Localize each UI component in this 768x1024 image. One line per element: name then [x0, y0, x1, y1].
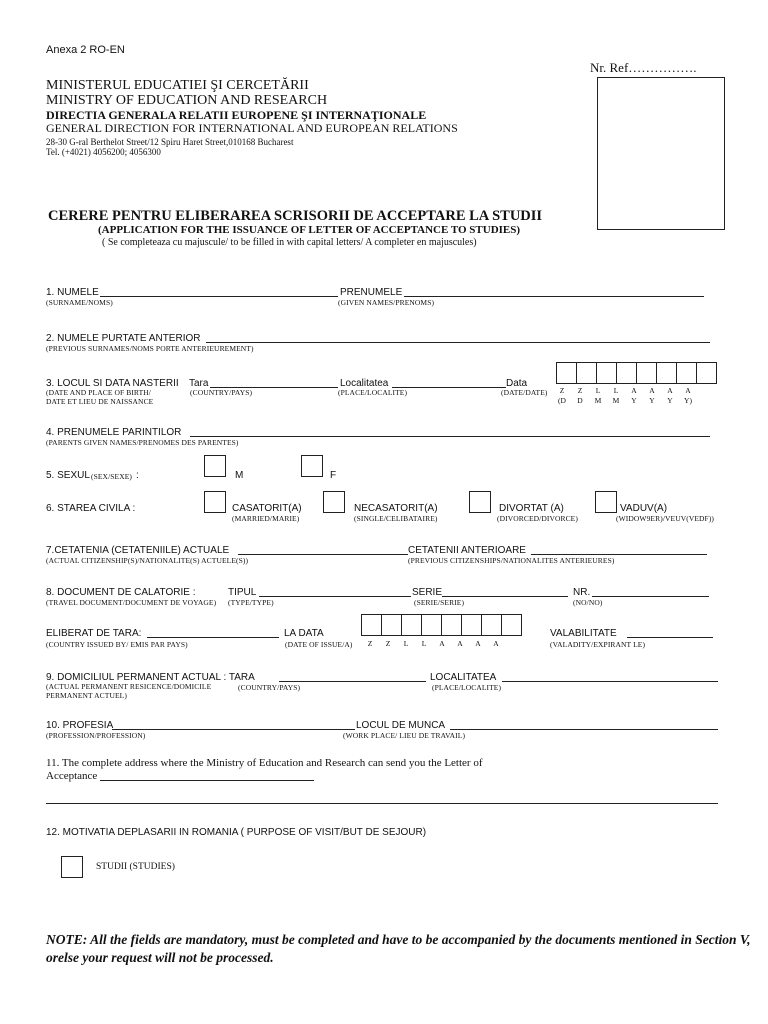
direction-ro: DIRECTIA GENERALA RELATII EUROPENE ŞI INTERNAŢIONALE — [46, 108, 427, 122]
sex-colon: : — [136, 470, 139, 481]
birth-date-format-en: (D D M M Y Y Y Y) — [558, 396, 692, 405]
previous-surnames-sublabel: (PREVIOUS SURNAMES/NOMS PORTE ANTERIEUREMENT) — [46, 344, 254, 353]
surname-label: 1. NUMELE — [46, 287, 99, 298]
issue-date-sublabel: (DATE OF ISSUE/A) — [285, 640, 353, 649]
sex-female-label: F — [330, 470, 337, 481]
address-field-line-2[interactable] — [46, 803, 718, 804]
residence-sublabel-1: (ACTUAL PERMANENT RESICENCE/DOMICILE — [46, 682, 212, 691]
doc-series-label: SERIE — [412, 587, 443, 598]
photo-box — [597, 77, 725, 230]
mandatory-fields-note: NOTE: All the fields are mandatory, must be completed and have to be accompanied by the documents mentioned in Section V, orelse your request will not be processed. — [46, 932, 751, 965]
phone: Tel. (+4021) 4056200; 4056300 — [46, 147, 161, 157]
purpose-label: 12. MOTIVATIA DEPLASARII IN ROMANIA ( PURPOSE OF VISIT/BUT DE SEJOUR) — [46, 827, 427, 838]
doc-number-label: NR. — [573, 587, 591, 598]
residence-label: 9. DOMICILIUL PERMANENT ACTUAL : TARA — [46, 672, 255, 683]
given-names-field[interactable] — [404, 296, 704, 297]
widowed-sublabel: (WIDOW9ER)/VEUV(VEDF)) — [616, 514, 715, 523]
direction-en: GENERAL DIRECTION FOR INTERNATIONAL AND EUROPEAN RELATIONS — [46, 121, 458, 135]
residence-locality-field[interactable] — [502, 681, 718, 682]
previous-citizenship-field[interactable] — [531, 554, 707, 555]
reference-number: Nr. Ref……………. — [590, 60, 697, 75]
birth-date-sublabel: (DATE/DATE) — [501, 388, 548, 397]
address-field-line-1[interactable] — [100, 780, 314, 781]
doc-type-field[interactable] — [259, 596, 411, 597]
acceptance-label: Acceptance — [46, 770, 98, 782]
issue-date-boxes[interactable] — [361, 614, 521, 636]
sex-label: 5. SEXUL — [46, 470, 90, 481]
issued-by-field[interactable] — [147, 637, 279, 638]
single-sublabel: (SINGLE/CELIBATAIRE) — [354, 514, 438, 523]
birth-place-field[interactable] — [392, 387, 506, 388]
birth-date-boxes[interactable] — [556, 362, 716, 384]
birth-sublabel-1: (DATE AND PLACE OF BIRTH/ — [46, 388, 151, 397]
studies-label: STUDII (STUDIES) — [96, 862, 175, 872]
citizenship-label: 7.CETATENIA (CETATENIILE) ACTUALE — [46, 545, 230, 556]
birth-date-label: Data — [506, 378, 528, 389]
birth-country-sublabel: (COUNTRY/PAYS) — [190, 388, 253, 397]
form-subtitle: (APPLICATION FOR THE ISSUANCE OF LETTER OF ACCEPTANCE TO STUDIES) — [98, 224, 521, 236]
issued-by-label: ELIBERAT DE TARA: — [46, 628, 142, 639]
ministry-ro: MINISTERUL EDUCATIEI ŞI CERCETĂRII — [46, 78, 309, 93]
workplace-sublabel: (WORK PLACE/ LIEU DE TRAVAIL) — [343, 731, 466, 740]
single-label: NECASATORIT(A) — [354, 503, 438, 514]
doc-series-sublabel: (SERIE/SERIE) — [414, 598, 465, 607]
given-names-sublabel: (GIVEN NAMES/PRENOMS) — [338, 298, 435, 307]
single-checkbox[interactable] — [323, 491, 345, 513]
form-title: CERERE PENTRU ELIBERAREA SCRISORII DE ACCEPTARE LA STUDII — [48, 208, 543, 224]
residence-sublabel-2: PERMANENT ACTUEL) — [46, 691, 127, 700]
married-checkbox[interactable] — [204, 491, 226, 513]
residence-country-field[interactable] — [279, 681, 426, 682]
residence-locality-sublabel: (PLACE/LOCALITE) — [432, 683, 502, 692]
previous-citizenship-label: CETATENII ANTERIOARE — [408, 545, 526, 556]
profession-label: 10. PROFESIA — [46, 720, 114, 731]
profession-field[interactable] — [112, 729, 355, 730]
workplace-field[interactable] — [450, 729, 718, 730]
address-question: 11. The complete address where the Ministry of Education and Research can send you the Letter of — [46, 757, 483, 769]
doc-series-field[interactable] — [442, 596, 568, 597]
issued-by-sublabel: (COUNTRY ISSUED BY/ EMIS PAR PAYS) — [46, 640, 188, 649]
doc-type-sublabel: (TYPE/TYPE) — [228, 598, 274, 607]
divorced-label: DIVORTAT (A) — [499, 503, 564, 514]
married-label: CASATORIT(A) — [232, 503, 302, 514]
married-sublabel: (MARRIED/MARIE) — [232, 514, 300, 523]
doc-type-label: TIPUL — [228, 587, 257, 598]
citizenship-sublabel: (ACTUAL CITIZENSHIP(S)/NATIONALITE(S) ACTUELE(S)) — [46, 556, 249, 565]
divorced-checkbox[interactable] — [469, 491, 491, 513]
previous-surnames-label: 2. NUMELE PURTATE ANTERIOR — [46, 333, 201, 344]
civil-status-label: 6. STAREA CIVILA : — [46, 503, 136, 514]
issue-date-format: Z Z L L A A A A — [367, 639, 499, 648]
validity-label: VALABILITATE — [550, 628, 617, 639]
address: 28-30 G-ral Berthelot Street/12 Spiru Haret Street,010168 Bucharest — [46, 137, 294, 147]
birth-place-label: Localitatea — [340, 378, 389, 389]
sex-female-checkbox[interactable] — [301, 455, 323, 477]
birth-country-label: Tara — [189, 378, 209, 389]
citizenship-field[interactable] — [238, 554, 408, 555]
surname-field[interactable] — [100, 296, 338, 297]
ministry-en: MINISTRY OF EDUCATION AND RESEARCH — [46, 93, 328, 108]
divorced-sublabel: (DIVORCED/DIVORCE) — [497, 514, 578, 523]
residence-locality-label: LOCALITATEA — [430, 672, 497, 683]
annex-label: Anexa 2 RO-EN — [46, 44, 125, 56]
parents-names-label: 4. PRENUMELE PARINTILOR — [46, 427, 182, 438]
parents-names-sublabel: (PARENTS GIVEN NAMES/PRENOMES DES PARENTES) — [46, 438, 239, 447]
profession-sublabel: (PROFESSION/PROFESSION) — [46, 731, 146, 740]
birth-sublabel-2: DATE ET LIEU DE NAISSANCE — [46, 397, 154, 406]
doc-number-sublabel: (NO/NO) — [573, 598, 603, 607]
validity-field[interactable] — [627, 637, 713, 638]
widowed-label: VADUV(A) — [620, 503, 668, 514]
previous-surnames-field[interactable] — [206, 342, 710, 343]
issue-date-label: LA DATA — [284, 628, 324, 639]
given-names-label: PRENUMELE — [340, 287, 403, 298]
birth-label: 3. LOCUL SI DATA NASTERII — [46, 378, 179, 389]
parents-names-field[interactable] — [190, 436, 710, 437]
workplace-label: LOCUL DE MUNCA — [356, 720, 446, 731]
studies-checkbox[interactable] — [61, 856, 83, 878]
birth-date-format-ro: Z Z L L A A A A — [559, 386, 691, 395]
fill-instructions: ( Se completeaza cu majuscule/ to be filled in with capital letters/ A completer en majuscules) — [102, 237, 477, 248]
surname-sublabel: (SURNAME/NOMS) — [46, 298, 113, 307]
sex-male-checkbox[interactable] — [204, 455, 226, 477]
birth-place-sublabel: (PLACE/LOCALITE) — [338, 388, 408, 397]
travel-document-label: 8. DOCUMENT DE CALATORIE : — [46, 587, 196, 598]
validity-sublabel: (VALADITY/EXPIRANT LE) — [550, 640, 646, 649]
residence-country-sublabel: (COUNTRY/PAYS) — [238, 683, 301, 692]
sex-sublabel: (SEX/SEXE) — [91, 472, 132, 481]
previous-citizenship-sublabel: (PREVIOUS CITIZENSHIPS/NATIONALITES ANTERIEURES) — [408, 556, 615, 565]
doc-number-field[interactable] — [592, 596, 709, 597]
widowed-checkbox[interactable] — [595, 491, 617, 513]
sex-male-label: M — [235, 470, 244, 481]
travel-document-sublabel: (TRAVEL DOCUMENT/DOCUMENT DE VOYAGE) — [46, 598, 217, 607]
